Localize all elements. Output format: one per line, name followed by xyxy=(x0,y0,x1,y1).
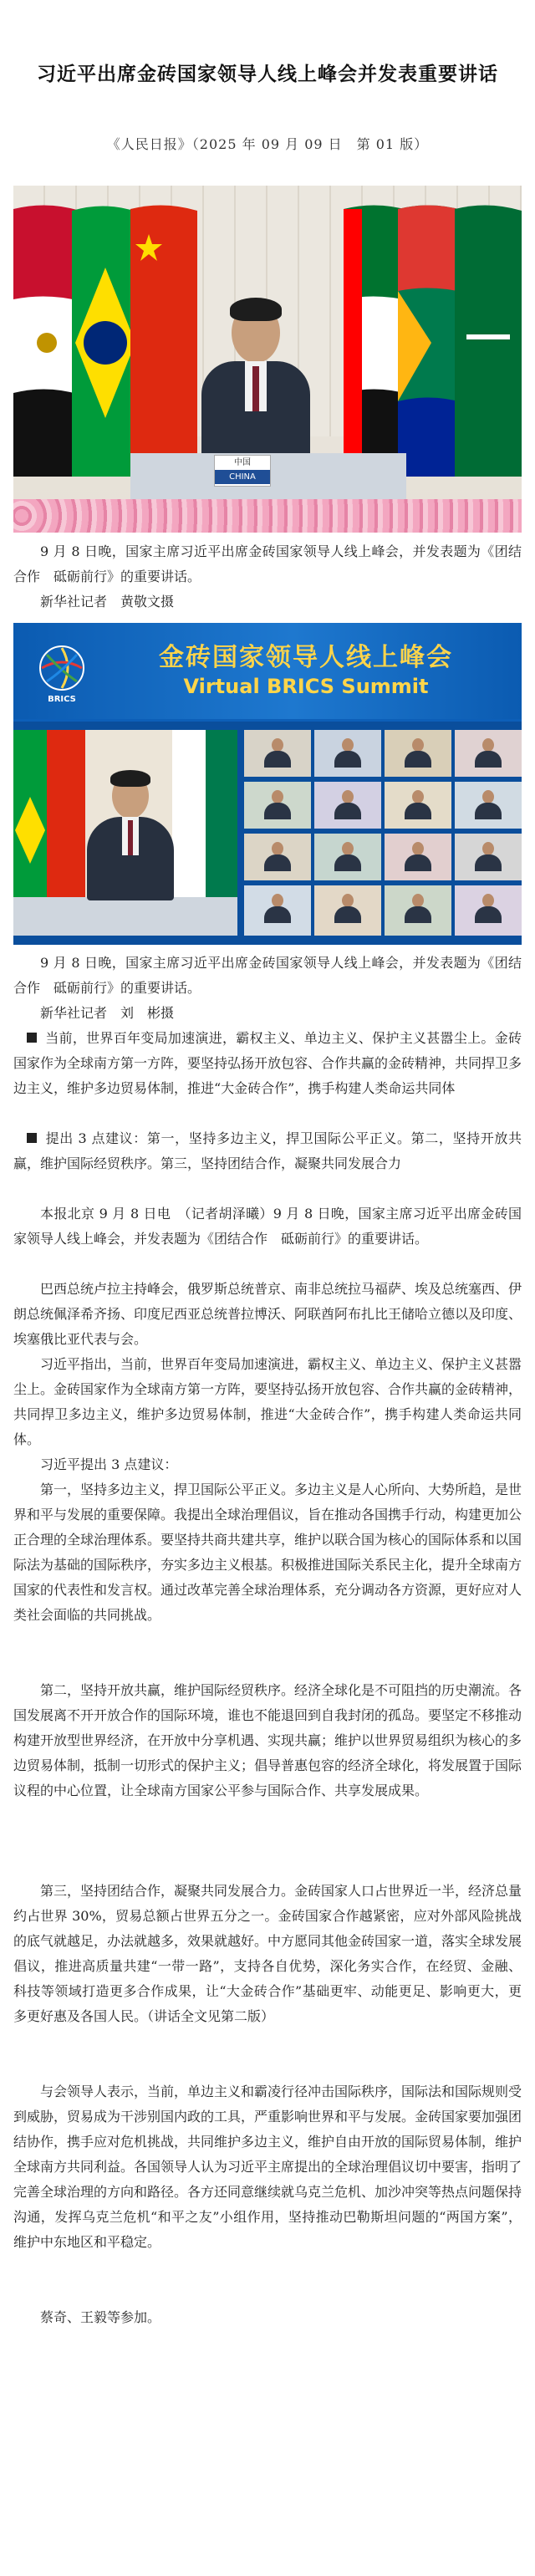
video-tile xyxy=(455,782,522,829)
body-paragraph: 第一，坚持多边主义，捍卫国际公平正义。多边主义是人心所向、大势所趋，是世界和平与发展的重要保障。我提出全球治理倡议，旨在推动各国携手行动，构建更加公正合理的全球治理体系。要坚持共商共建共享，维护以联合国为核心的国际体系和以国际法为基础的国际秩序，夯实多边主义根基。积极推进国际关系民主化，提升全球南方国家的代表性和发言权。通过改革完善全球治理体系，充分调动各方资源，更好应对人类社会面临的共同挑战。 xyxy=(13,1482,522,1623)
photo-xi-at-desk xyxy=(13,186,522,533)
body-paragraph: 习近平指出，当前，世界百年变局加速演进，霸权主义、单边主义、保护主义甚嚣尘上。金砖国家作为全球南方第一方阵，要坚持弘扬开放包容、合作共赢的金砖精神，共同捍卫多边主义，维护多边贸易体制，推进“大金砖合作”，携手构建人类命运共同体。 xyxy=(13,1356,522,1447)
brics-logo-icon xyxy=(37,643,87,693)
flag-brazil-icon xyxy=(72,201,139,477)
highlight-1-text: 当前，世界百年变局加速演进，霸权主义、单边主义、保护主义甚嚣尘上。金砖国家作为全球南方第一方阵，要坚持弘扬开放包容、合作共赢的金砖精神，共同捍卫多边主义，维护多边贸易体制，推进“大金砖合作”，携手构建人类命运共同体 xyxy=(13,1030,522,1096)
video-tile xyxy=(314,885,381,936)
bullet-square-icon xyxy=(27,1033,37,1043)
video-tile xyxy=(385,730,451,777)
highlight-1 xyxy=(13,1026,522,1101)
bullet-square-icon xyxy=(27,1133,37,1143)
highlight-2-text: 提出 3 点建议：第一，坚持多边主义，捍卫国际公平正义。第二，坚持开放共赢，维护国际经贸秩序。第三，坚持团结合作，凝聚共同发展合力 xyxy=(13,1130,522,1171)
nameplate-en: CHINA xyxy=(215,470,270,484)
video-tile xyxy=(244,885,311,936)
photo-flowers xyxy=(13,499,522,533)
video-tile xyxy=(385,885,451,936)
body-paragraph: 习近平提出 3 点建议： xyxy=(40,1456,178,1472)
flag-china-icon xyxy=(130,201,197,477)
summit-title-en: Virtual BRICS Summit xyxy=(183,675,429,698)
nameplate xyxy=(214,455,271,487)
summit-title-cn: 金砖国家领导人线上峰会 xyxy=(159,643,453,672)
flag-saudi-icon xyxy=(455,201,522,477)
nameplate-cn: 中国 xyxy=(234,458,251,467)
video-tile xyxy=(314,834,381,880)
body-paragraph: 本报北京 9 月 8 日电 （记者胡泽曦）9 月 8 日晚，国家主席习近平出席金砖国家领导人线上峰会，并发表题为《团结合作 砥砺前行》的重要讲话。 xyxy=(13,1206,522,1247)
body-paragraph: 巴西总统卢拉主持峰会，俄罗斯总统普京、南非总统拉马福萨、埃及总统塞西、伊朗总统佩泽希齐扬、印度尼西亚总统普拉博沃、阿联酋阿布扎比王储哈立德以及印度、埃塞俄比亚代表与会。 xyxy=(13,1281,522,1347)
body-paragraph: 蔡奇、王毅等参加。 xyxy=(40,2309,161,2325)
body-paragraph: 第三，坚持团结合作，凝聚共同发展合力。金砖国家人口占世界近一半，经济总量约占世界 30%，贸易总额占世界五分之一。金砖国家合作越紧密，应对外部风险挑战的底气就越足，办法就越多，效果就越好。中方愿同其他金砖国家一道，落实全球发展倡议，推进高质量共建“一带一路”，支持各自优势，深化务实合作，在经贸、金融、科技等领域打造更多合作成果，让“大金砖合作”基础更牢、动能更足、影响更大，更多更好惠及各国人民。（讲话全文见第二版） xyxy=(13,1883,522,2024)
body-paragraph: 与会领导人表示，当前，单边主义和霸凌行径冲击国际秩序，国际法和国际规则受到威胁，贸易成为干涉别国内政的工具，严重影响世界和平与发展。金砖国家要加强团结协作，携手应对危机挑战，共同维护多边主义，维护自由开放的国际贸易体制，维护全球南方共同利益。各国领导人认为习近平主席提出的全球治理倡议切中要害，指明了完善全球治理的方向和路径。各方还同意继续就乌克兰危机、加沙冲突等热点问题保持沟通，发挥乌克兰危机“和平之友”小组作用，坚持推动巴勒斯坦问题的“两国方案”，维护中东地区和平稳定。 xyxy=(13,2084,522,2250)
brics-logo-text: BRICS xyxy=(48,695,76,704)
flag-egypt-icon xyxy=(13,201,80,477)
photo-virtual-summit xyxy=(13,623,522,945)
video-tile xyxy=(385,834,451,880)
video-tile xyxy=(314,730,381,777)
photo-byline-2: 新华社记者 刘 彬摄 xyxy=(40,1005,175,1021)
video-tile-xi xyxy=(13,730,237,936)
video-tile xyxy=(455,730,522,777)
photo-byline-1: 新华社记者 黄敬文摄 xyxy=(40,594,175,610)
video-tile xyxy=(244,834,311,880)
article-source: 《人民日报》（2025 年 09 月 09 日 第 01 版） xyxy=(106,136,429,152)
video-tile xyxy=(314,782,381,829)
summit-banner xyxy=(13,623,522,719)
photo-caption-2: 9 月 8 日晚，国家主席习近平出席金砖国家领导人线上峰会，并发表题为《团结合作 砥砺前行》的重要讲话。 xyxy=(13,955,522,996)
video-tile xyxy=(385,782,451,829)
video-tile xyxy=(244,782,311,829)
video-tile xyxy=(455,834,522,880)
video-tile xyxy=(244,730,311,777)
photo-caption-1: 9 月 8 日晚，国家主席习近平出席金砖国家领导人线上峰会，并发表题为《团结合作 砥砺前行》的重要讲话。 xyxy=(13,543,522,584)
article-headline: 习近平出席金砖国家领导人线上峰会并发表重要讲话 xyxy=(37,63,498,85)
video-tile xyxy=(455,885,522,936)
body-paragraph: 第二，坚持开放共赢，维护国际经贸秩序。经济全球化是不可阻挡的历史潮流。各国发展离不开开放合作的国际环境，谁也不能退回到自我封闭的孤岛。要坚定不移推动构建开放型世界经济，在开放中分享机遇、实现共赢；维护以世界贸易组织为核心的多边贸易体制，抵制一切形式的保护主义；倡导普惠包容的经济全球化，将发展置于国际议程的中心位置，让全球南方国家公平参与国际合作、共享发展成果。 xyxy=(13,1682,522,1798)
highlight-2 xyxy=(13,1126,522,1176)
